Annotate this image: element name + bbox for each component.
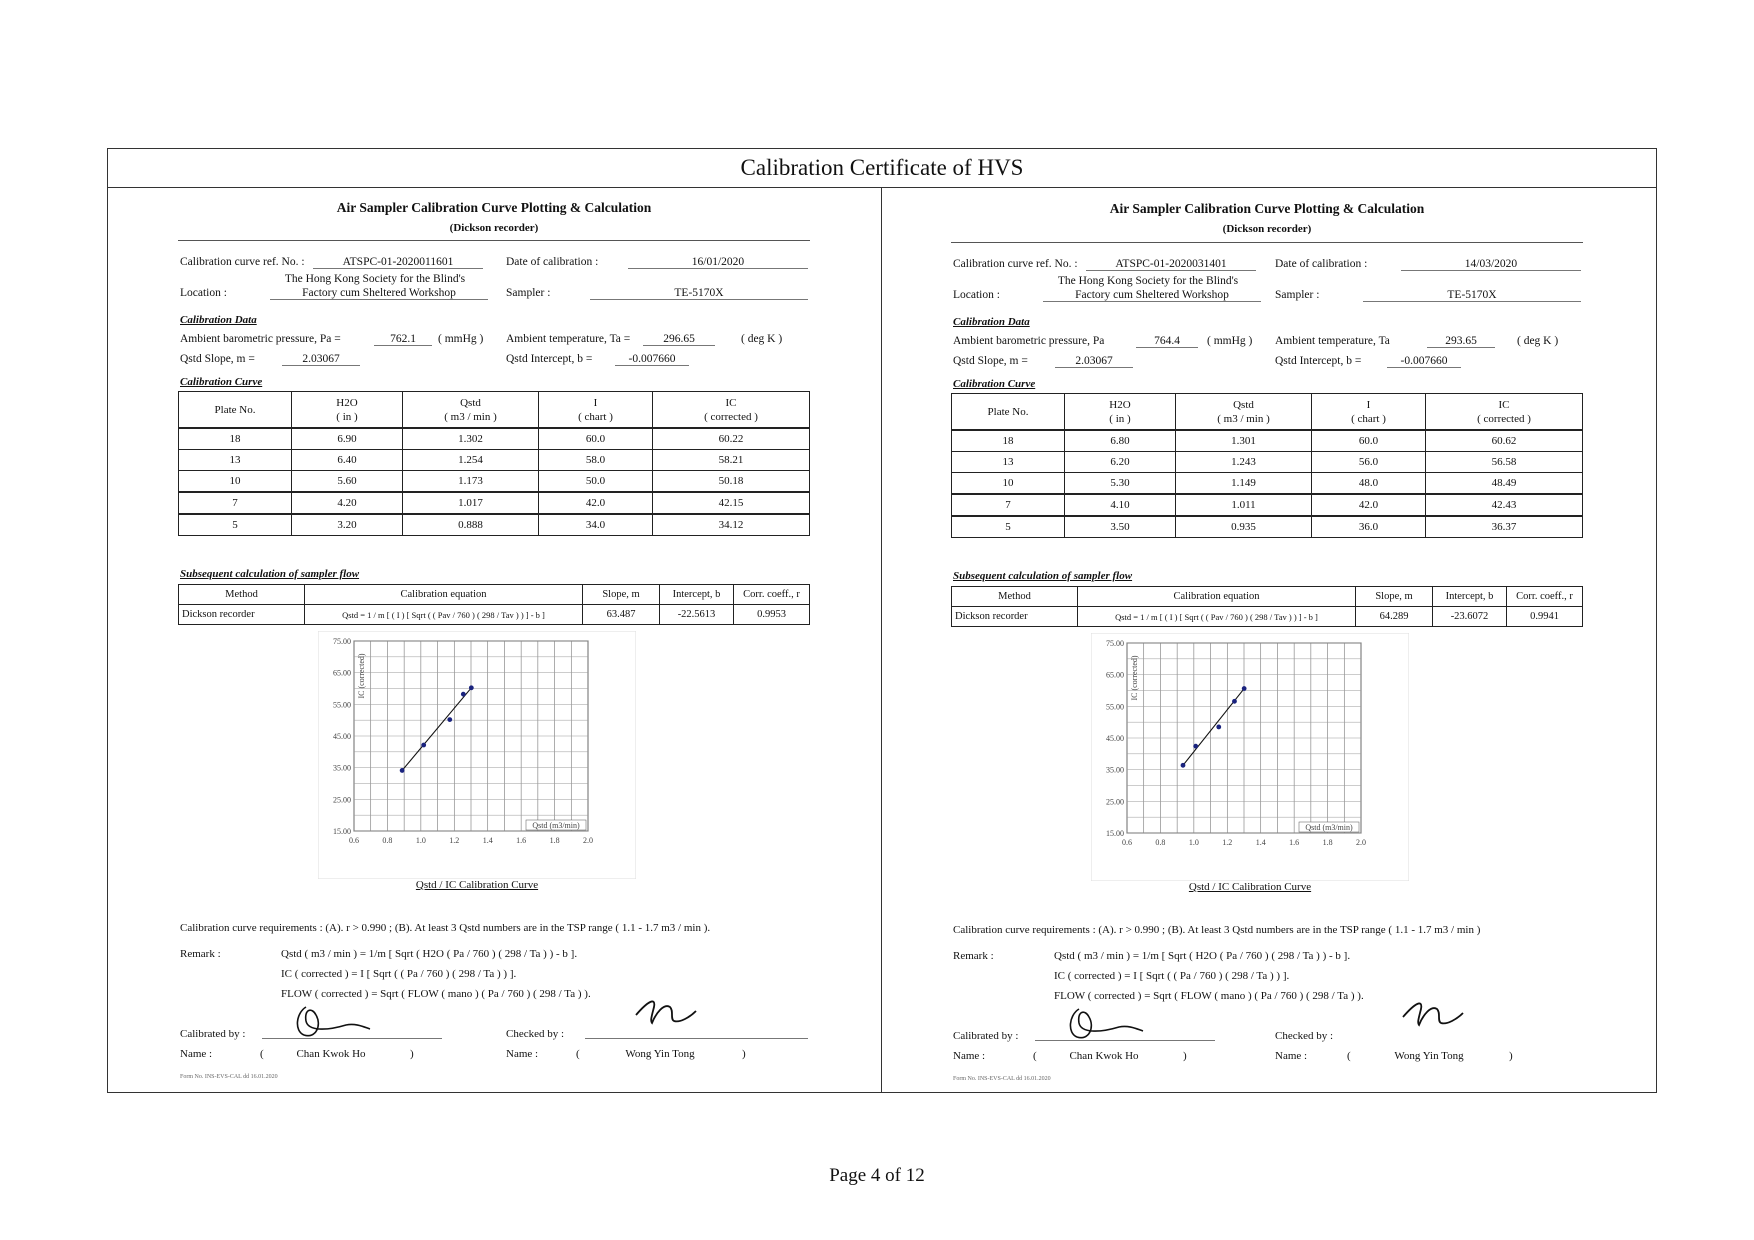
flow-row: Dickson recorder Qstd = 1 / m [ ( I ) [ Sqrt ( ( Pav / 760 ) ( 298 / Tav ) ) ] - b ] 64.289 -23.6072 0.9941 <box>952 607 1583 627</box>
data-point <box>1232 699 1237 704</box>
chart-caption: Qstd / IC Calibration Curve <box>1188 881 1312 893</box>
ref-value: ATSPC-01-2020031401 <box>1086 258 1256 271</box>
header-rule <box>178 240 810 241</box>
open-paren-icon: ( <box>1033 1050 1037 1062</box>
x-tick-label: 1.0 <box>1188 838 1199 847</box>
x-tick-label: 2.0 <box>1356 838 1366 847</box>
x-axis-label: Qstd (m3/min) <box>1305 823 1353 832</box>
calibrated-by-label: Calibrated by : <box>953 1030 1019 1042</box>
calibrated-name: Chan Kwok Ho <box>1069 1050 1139 1062</box>
flow-title: Subsequent calculation of sampler flow <box>953 570 1133 582</box>
ref-value: ATSPC-01-2020011601 <box>313 256 483 269</box>
ta-label: Ambient temperature, Ta = <box>506 333 631 345</box>
table-row: 7 4.20 1.017 42.0 42.15 <box>179 492 810 514</box>
flow-table: Method Calibration equation Slope, m Intercept, b Corr. coeff., r Dickson recorder Qstd = 1 / m [ ( I ) [ Sqrt ( ( Pav / 760 ) ( 298 / Tav ) ) ] - b ] 64.289 -23.6072 0.9941 <box>951 586 1583 627</box>
y-tick-label: 25.00 <box>333 795 351 805</box>
name-label: Name : <box>953 1050 986 1062</box>
panel-subheader: (Dickson recorder) <box>1222 223 1312 235</box>
ta-label: Ambient temperature, Ta <box>1275 335 1390 347</box>
date-value: 16/01/2020 <box>628 256 808 269</box>
y-tick-label: 25.00 <box>1106 797 1124 807</box>
ta-unit: ( deg K ) <box>741 333 783 345</box>
header-rule <box>951 242 1583 243</box>
form-number: Form No. INS-EVS-CAL dd 16.01.2020 <box>953 1076 1051 1082</box>
location-line2: Factory cum Sheltered Workshop <box>1043 289 1261 302</box>
x-tick-label: 0.8 <box>382 836 393 845</box>
x-tick-label: 0.6 <box>349 836 359 845</box>
checked-by-line <box>585 1038 808 1039</box>
col-h2o: H2O ( in ) <box>292 392 403 429</box>
open-paren-icon: ( <box>1347 1050 1351 1062</box>
date-label: Date of calibration : <box>506 256 599 268</box>
checked-signature <box>630 993 710 1033</box>
remark-line-1: Qstd ( m3 / min ) = 1/m [ Sqrt ( H2O ( Pa / 760 ) ( 298 / Ta ) ) - b ]. <box>1054 950 1351 962</box>
date-value: 14/03/2020 <box>1401 258 1581 271</box>
y-tick-label: 65.00 <box>333 668 351 678</box>
calibration-data-title: Calibration Data <box>180 314 257 326</box>
x-tick-label: 1.8 <box>1322 838 1333 847</box>
data-point <box>1216 725 1221 730</box>
data-point <box>1193 744 1198 749</box>
x-tick-label: 0.6 <box>1122 838 1132 847</box>
ta-value: 296.65 <box>643 333 715 346</box>
y-tick-label: 45.00 <box>1106 734 1124 743</box>
col-i: I ( chart ) <box>1312 394 1426 431</box>
x-tick-label: 1.6 <box>1289 838 1300 847</box>
panel-header: Air Sampler Calibration Curve Plotting & Calculation <box>336 200 652 215</box>
remark-line-2: IC ( corrected ) = I [ Sqrt ( ( Pa / 760 ) ( 298 / Ta ) ) ]. <box>1054 970 1290 982</box>
y-tick-label: 55.00 <box>333 700 351 710</box>
requirements-text: Calibration curve requirements : (A). r > 0.990 ; (B). At least 3 Qstd numbers are in the TSP range ( 1.1 - 1.7 m3 / min ). <box>180 922 711 934</box>
table-row: 18 6.90 1.302 60.0 60.22 <box>179 428 810 450</box>
pa-unit: ( mmHg ) <box>438 333 484 345</box>
y-tick-label: 75.00 <box>1106 639 1124 648</box>
remark-line-3: FLOW ( corrected ) = Sqrt ( FLOW ( mano ) ( Pa / 760 ) ( 298 / Ta ) ). <box>1054 990 1364 1002</box>
chart-caption: Qstd / IC Calibration Curve <box>415 879 539 891</box>
col-i: I ( chart ) <box>539 392 653 429</box>
x-tick-label: 2.0 <box>583 836 593 845</box>
y-tick-label: 75.00 <box>333 637 351 646</box>
intercept-label: Qstd Intercept, b = <box>1275 355 1362 367</box>
calibration-data-title: Calibration Data <box>953 316 1030 328</box>
page-number: Page 4 of 12 <box>829 1165 925 1186</box>
x-tick-label: 0.8 <box>1155 838 1166 847</box>
close-paren-icon: ) <box>742 1048 746 1060</box>
intercept-label: Qstd Intercept, b = <box>506 353 593 365</box>
name-label: Name : <box>180 1048 213 1060</box>
data-point <box>400 768 405 773</box>
remark-label: Remark : <box>180 948 221 960</box>
slope-label: Qstd Slope, m = <box>953 355 1028 367</box>
col-h2o: H2O ( in ) <box>1065 394 1176 431</box>
data-point <box>1242 686 1247 691</box>
col-ic: IC ( corrected ) <box>1426 394 1583 431</box>
remark-line-2: IC ( corrected ) = I [ Sqrt ( ( Pa / 760 ) ( 298 / Ta ) ) ]. <box>281 968 517 980</box>
location-label: Location : <box>953 289 1000 301</box>
location-line1: The Hong Kong Society for the Blind's <box>1057 275 1239 287</box>
certificate-title: Calibration Certificate of HVS <box>108 149 1656 188</box>
remark-line-3: FLOW ( corrected ) = Sqrt ( FLOW ( mano ) ( Pa / 760 ) ( 298 / Ta ) ). <box>281 988 591 1000</box>
location-line1: The Hong Kong Society for the Blind's <box>284 273 466 285</box>
x-tick-label: 1.6 <box>516 836 527 845</box>
x-tick-label: 1.4 <box>1255 838 1266 847</box>
location-label: Location : <box>180 287 227 299</box>
slope-label: Qstd Slope, m = <box>180 353 255 365</box>
name-label-2: Name : <box>1275 1050 1308 1062</box>
intercept-value: -0.007660 <box>1387 355 1461 368</box>
sampler-value: TE-5170X <box>1363 289 1581 302</box>
sampler-value: TE-5170X <box>590 287 808 300</box>
ta-unit: ( deg K ) <box>1517 335 1559 347</box>
table-row: 10 5.30 1.149 48.0 48.49 <box>952 473 1583 495</box>
slope-value: 2.03067 <box>282 353 360 366</box>
sampler-label: Sampler : <box>1275 289 1320 301</box>
form-number: Form No. INS-EVS-CAL dd 16.01.2020 <box>180 1074 278 1080</box>
close-paren-icon: ) <box>1183 1050 1187 1062</box>
checked-by-label: Checked by : <box>506 1028 565 1040</box>
date-label: Date of calibration : <box>1275 258 1368 270</box>
y-axis-label: IC (corrected) <box>357 653 366 699</box>
col-qstd: Qstd ( m3 / min ) <box>1176 394 1312 431</box>
close-paren-icon: ) <box>410 1048 414 1060</box>
calibrated-by-label: Calibrated by : <box>180 1028 246 1040</box>
table-row: 13 6.20 1.243 56.0 56.58 <box>952 452 1583 473</box>
y-tick-label: 35.00 <box>1106 765 1124 775</box>
y-tick-label: 15.00 <box>1106 829 1124 838</box>
col-plate: Plate No. <box>179 392 292 429</box>
col-plate: Plate No. <box>952 394 1065 431</box>
y-tick-label: 65.00 <box>1106 670 1124 680</box>
open-paren-icon: ( <box>260 1048 264 1060</box>
x-tick-label: 1.2 <box>1222 838 1233 847</box>
calibration-chart <box>1091 633 1409 901</box>
calibration-chart <box>318 631 636 899</box>
intercept-value: -0.007660 <box>615 353 689 366</box>
calibration-curve-title: Calibration Curve <box>180 376 263 388</box>
checked-name: Wong Yin Tong <box>1394 1050 1464 1062</box>
col-qstd: Qstd ( m3 / min ) <box>403 392 539 429</box>
calibration-table <box>178 391 810 536</box>
panel-header: Air Sampler Calibration Curve Plotting & Calculation <box>1109 201 1425 216</box>
location-line2: Factory cum Sheltered Workshop <box>270 287 488 300</box>
pa-value: 762.1 <box>374 333 432 346</box>
y-tick-label: 15.00 <box>333 827 351 836</box>
table-row: 18 6.80 1.301 60.0 60.62 <box>952 430 1583 452</box>
y-tick-label: 45.00 <box>333 732 351 741</box>
y-tick-label: 55.00 <box>1106 702 1124 712</box>
panel-subheader: (Dickson recorder) <box>449 222 539 234</box>
ref-label: Calibration curve ref. No. : <box>180 256 305 268</box>
table-row: 5 3.20 0.888 34.0 34.12 <box>179 514 810 536</box>
certificate-frame <box>107 148 1657 1093</box>
calibration-table <box>951 393 1583 538</box>
close-paren-icon: ) <box>1509 1050 1513 1062</box>
remark-label: Remark : <box>953 950 994 962</box>
calibration-curve-title: Calibration Curve <box>953 378 1036 390</box>
x-axis-label: Qstd (m3/min) <box>532 821 580 830</box>
checked-signature <box>1397 995 1477 1035</box>
calibrated-signature <box>1059 1003 1149 1043</box>
calibrated-signature <box>286 1001 376 1041</box>
data-point <box>421 743 426 748</box>
data-point <box>469 685 474 690</box>
calibrated-name: Chan Kwok Ho <box>296 1048 366 1060</box>
x-tick-label: 1.2 <box>449 836 460 845</box>
flow-row: Dickson recorder Qstd = 1 / m [ ( I ) [ Sqrt ( ( Pav / 760 ) ( 298 / Tav ) ) ] - b ] 63.487 -22.5613 0.9953 <box>179 605 810 625</box>
data-point <box>447 717 452 722</box>
x-tick-label: 1.0 <box>415 836 426 845</box>
pa-label: Ambient barometric pressure, Pa = <box>180 333 341 345</box>
table-row: 13 6.40 1.254 58.0 58.21 <box>179 450 810 471</box>
calibration-panel-right <box>882 187 1655 1092</box>
table-row: 10 5.60 1.173 50.0 50.18 <box>179 471 810 493</box>
data-point <box>461 692 466 697</box>
x-tick-label: 1.4 <box>482 836 493 845</box>
col-ic: IC ( corrected ) <box>653 392 810 429</box>
flow-title: Subsequent calculation of sampler flow <box>180 568 360 580</box>
slope-value: 2.03067 <box>1055 355 1133 368</box>
requirements-text: Calibration curve requirements : (A). r > 0.990 ; (B). At least 3 Qstd numbers are in the TSP range ( 1.1 - 1.7 m3 / min ) <box>953 924 1481 936</box>
pa-value: 764.4 <box>1136 335 1198 348</box>
data-point <box>1181 763 1186 768</box>
name-label-2: Name : <box>506 1048 539 1060</box>
ta-value: 293.65 <box>1427 335 1495 348</box>
table-row: 5 3.50 0.935 36.0 36.37 <box>952 516 1583 538</box>
y-tick-label: 35.00 <box>333 763 351 773</box>
calibration-panel-left <box>108 187 881 1092</box>
pa-unit: ( mmHg ) <box>1207 335 1253 347</box>
y-axis-label: IC (corrected) <box>1130 655 1139 701</box>
ref-label: Calibration curve ref. No. : <box>953 258 1078 270</box>
checked-by-label: Checked by : <box>1275 1030 1334 1042</box>
remark-line-1: Qstd ( m3 / min ) = 1/m [ Sqrt ( H2O ( Pa / 760 ) ( 298 / Ta ) ) - b ]. <box>281 948 578 960</box>
open-paren-icon: ( <box>576 1048 580 1060</box>
pa-label: Ambient barometric pressure, Pa <box>953 335 1105 347</box>
flow-table: Method Calibration equation Slope, m Intercept, b Corr. coeff., r Dickson recorder Qstd = 1 / m [ ( I ) [ Sqrt ( ( Pav / 760 ) ( 298 / Tav ) ) ] - b ] 63.487 -22.5613 0.9953 <box>178 584 810 625</box>
x-tick-label: 1.8 <box>549 836 560 845</box>
checked-name: Wong Yin Tong <box>625 1048 695 1060</box>
sampler-label: Sampler : <box>506 287 551 299</box>
table-row: 7 4.10 1.011 42.0 42.43 <box>952 494 1583 516</box>
